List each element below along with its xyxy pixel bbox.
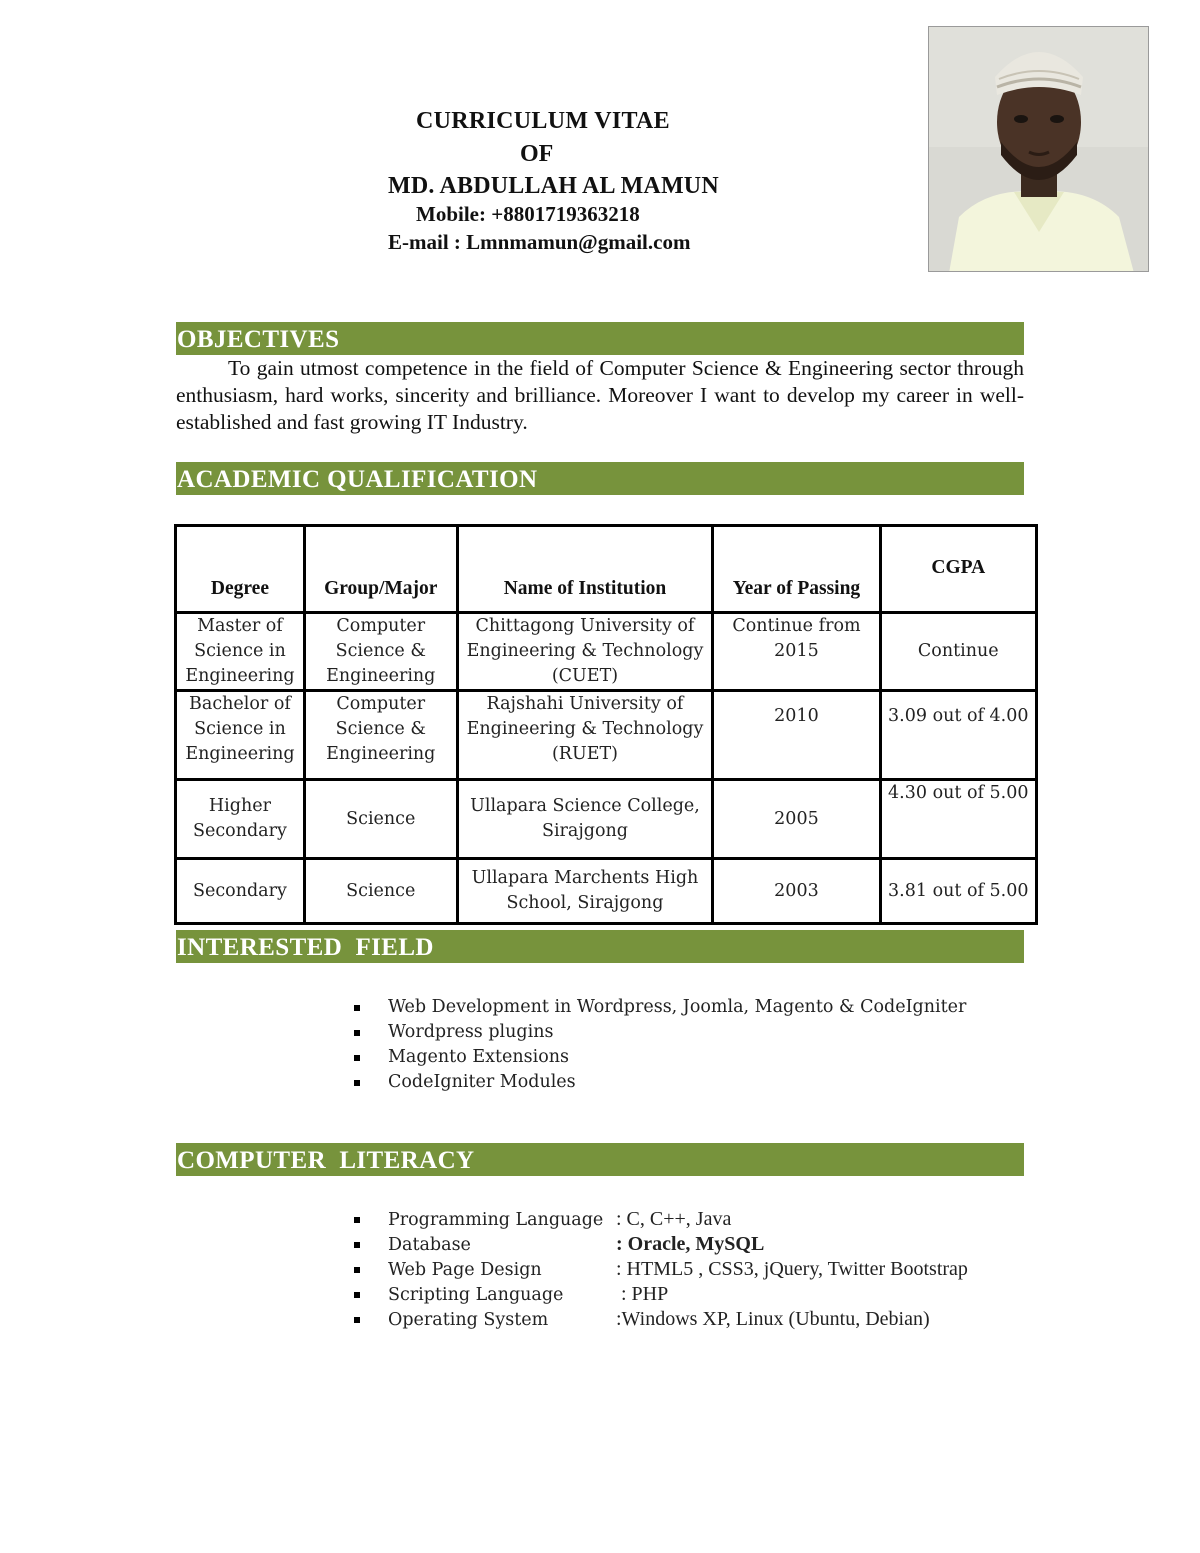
cell-major: Science: [304, 780, 457, 859]
cell-cgpa: Continue: [880, 613, 1036, 691]
cell-year: 2010: [713, 691, 880, 780]
list-item: Web Development in Wordpress, Joomla, Magento & CodeIgniter: [352, 995, 966, 1020]
cell-degree: Secondary: [176, 859, 305, 924]
mobile-number: Mobile: +8801719363218: [416, 202, 640, 226]
header-year: Year of Passing: [713, 526, 880, 613]
literacy-value: :Windows XP, Linux (Ubuntu, Debian): [616, 1308, 930, 1330]
objective-text: To gain utmost competence in the field of Computer Science & Engineering sector through enthusiasm, hard works, sincerity and brilliance. Moreover I want to develop my career in well-established and fast growing IT Industry.: [176, 356, 1024, 434]
cell-cgpa: 4.30 out of 5.00: [880, 780, 1036, 859]
title-of: OF: [520, 141, 554, 167]
portrait-illustration: [929, 27, 1149, 272]
section-computer-literacy: COMPUTER LITERACY: [176, 1143, 1024, 1176]
table-header-row: [176, 526, 1037, 613]
section-interested-field: INTERESTED FIELD: [176, 930, 1024, 963]
header-group-major: Group/Major: [304, 526, 457, 613]
document-title: CURRICULUM VITAE: [416, 108, 670, 134]
cell-degree: Higher Secondary: [176, 780, 305, 859]
interested-field-list: [352, 995, 966, 1095]
table-row: [176, 780, 1037, 859]
profile-photo: [928, 26, 1149, 272]
cell-cgpa: 3.81 out of 5.00: [880, 859, 1036, 924]
list-item: [352, 1207, 968, 1232]
cell-major: Computer Science & Engineering: [304, 613, 457, 691]
literacy-value: : PHP: [616, 1283, 669, 1305]
literacy-value: : C, C++, Java: [616, 1208, 732, 1230]
header-degree: Degree: [176, 526, 305, 613]
table-row: [176, 613, 1037, 691]
cell-year: 2003: [713, 859, 880, 924]
list-item: Magento Extensions: [352, 1045, 966, 1070]
literacy-label: Web Page Design: [388, 1260, 542, 1280]
email-address: E-mail : Lmnmamun@gmail.com: [388, 230, 691, 254]
cell-institution: Ullapara Science College, Sirajgong: [457, 780, 713, 859]
literacy-value: : Oracle, MySQL: [616, 1233, 765, 1255]
cell-year: 2005: [713, 780, 880, 859]
table-row: [176, 859, 1037, 924]
literacy-label: Database: [388, 1235, 471, 1255]
literacy-label: Programming Language: [388, 1210, 604, 1230]
cell-degree: Bachelor of Science in Engineering: [176, 691, 305, 780]
cell-institution: Ullapara Marchents High School, Sirajgong: [457, 859, 713, 924]
list-item: [352, 1282, 968, 1307]
cell-institution: Chittagong University of Engineering & Technology (CUET): [457, 613, 713, 691]
cell-cgpa: 3.09 out of 4.00: [880, 691, 1036, 780]
objective-paragraph: [176, 355, 1024, 436]
list-item: [352, 1257, 968, 1282]
cell-degree: Master of Science in Engineering: [176, 613, 305, 691]
section-academic-qualification: ACADEMIC QUALIFICATION: [176, 462, 1024, 495]
computer-literacy-list: [352, 1207, 968, 1332]
literacy-label: Operating System: [388, 1310, 549, 1330]
list-item: [352, 1307, 968, 1332]
academic-table: [174, 524, 1038, 925]
section-objectives: OBJECTIVES: [176, 322, 1024, 355]
list-item: [352, 1232, 968, 1257]
cell-year: Continue from 2015: [713, 613, 880, 691]
literacy-value: : HTML5 , CSS3, jQuery, Twitter Bootstrap: [616, 1258, 968, 1280]
header-institution: Name of Institution: [457, 526, 713, 613]
list-item: Wordpress plugins: [352, 1020, 966, 1045]
cell-major: Science: [304, 859, 457, 924]
table-row: [176, 691, 1037, 780]
cell-institution: Rajshahi University of Engineering & Technology (RUET): [457, 691, 713, 780]
literacy-label: Scripting Language: [388, 1285, 564, 1305]
candidate-name: MD. ABDULLAH AL MAMUN: [388, 173, 719, 199]
list-item: CodeIgniter Modules: [352, 1070, 966, 1095]
header-cgpa: CGPA: [880, 526, 1036, 613]
cell-major: Computer Science & Engineering: [304, 691, 457, 780]
